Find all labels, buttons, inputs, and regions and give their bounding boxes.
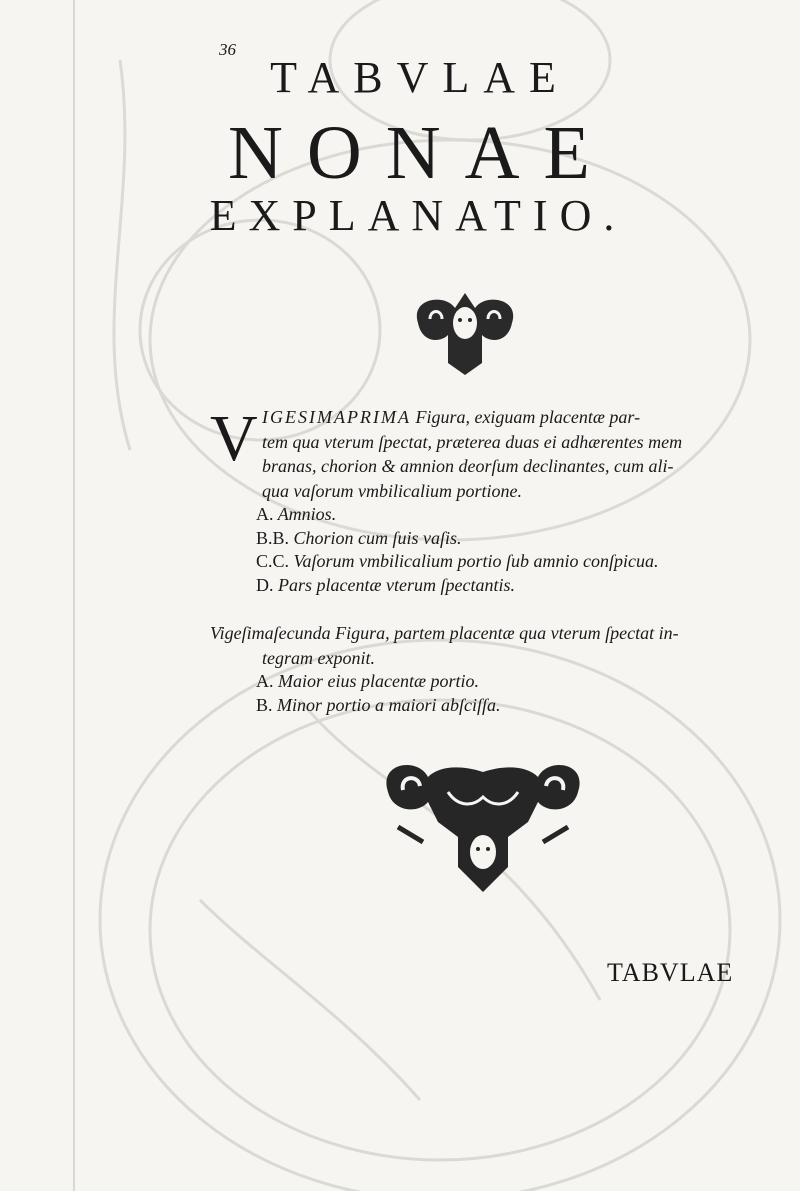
page-number: 36 (219, 40, 236, 59)
legend-text: Maior eius placentæ portio. (278, 671, 479, 691)
intro-line: Vigeſimaſecunda Figura, partem placentæ qua vterum ſpectat in- (210, 623, 679, 643)
legend-key: D. (256, 574, 274, 595)
legend-item (210, 527, 760, 551)
intro-line: qua vaſorum vmbilicalium portione. (262, 480, 522, 501)
legend-key: A. (256, 671, 274, 691)
legend-text: Minor portio a maiori abſciſſa. (277, 694, 501, 715)
intro-line: tegram exponit. (262, 647, 375, 668)
intro-line: tem qua vterum ſpectat, præterea duas ei adhærentes mem (262, 431, 683, 452)
section1-intro (262, 405, 760, 503)
intro-line: Figura, exiguam placentæ par- (410, 407, 641, 427)
title-line-3: EXPLANATIO. (209, 191, 627, 240)
tailpiece-ornament (378, 752, 588, 900)
legend-item (210, 670, 760, 694)
legend-key: C.C. (256, 551, 290, 571)
intro-line: branas, chorion & amnion deorſum declinantes, cum ali- (262, 456, 674, 476)
caps-word: IGESIMAPRIMA (262, 407, 411, 427)
legend-item (210, 694, 760, 718)
legend-text: Vaſorum vmbilicalium portio ſub amnio conſpicua. (293, 551, 659, 571)
explanation-text (210, 402, 760, 717)
legend-item (210, 503, 760, 527)
legend-text: Pars placentæ vterum ſpectantis. (278, 574, 515, 595)
title-line-1: TABVLAE (270, 53, 570, 102)
legend-item (210, 550, 760, 574)
title-line-2: NONAE (228, 111, 614, 195)
legend-text: Chorion cum ſuis vaſis. (293, 527, 462, 548)
legend-key: B. (256, 694, 273, 715)
legend-text: Amnios. (277, 504, 337, 524)
catchword: TABVLAE (607, 958, 734, 987)
legend-item (210, 574, 760, 598)
headpiece-ornament (410, 283, 520, 379)
legend-key: B.B. (256, 527, 290, 548)
drop-cap: V (210, 402, 258, 475)
section2-intro (210, 621, 760, 670)
legend-key: A. (256, 504, 274, 524)
